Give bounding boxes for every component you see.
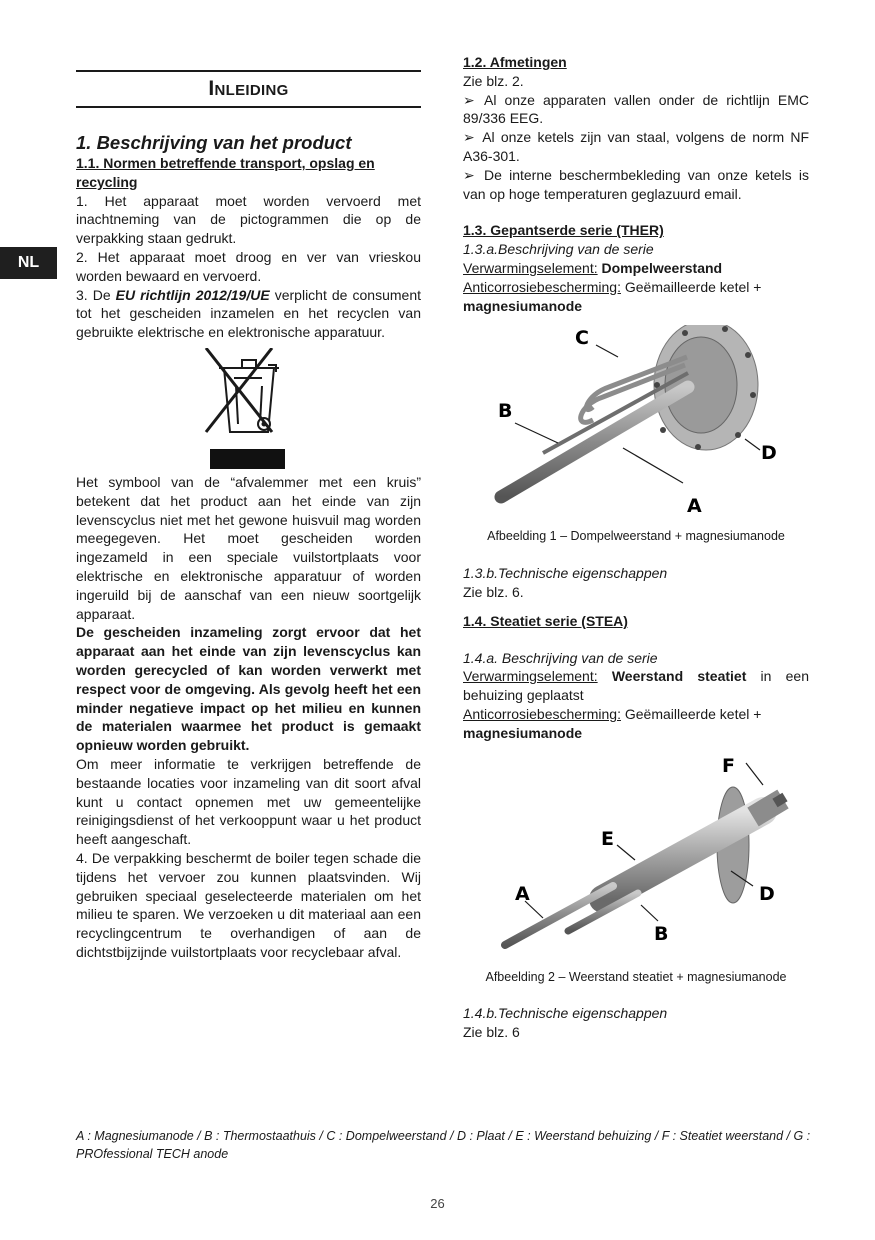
directive-ref: EU richtlijn 2012/19/UE: [115, 286, 270, 303]
stea-tech-title: 1.4.b.Technische eigenschappen: [463, 1005, 668, 1022]
bullet-emc-text: Al onze apparaten vallen onder de richtlijn EMC 89/336 EEG.: [463, 91, 809, 127]
left-column: [76, 64, 421, 962]
symbol-paragraph: Het symbool van de “afvalemmer met een kruis” betekent dat het product aan het einde van zijn levenscyclus niet met het gewone huisvuil mag worden meegegeven. Het moet gescheiden worden ingezameld in een speciale vuilstortplaats voor elektrische en elektronische apparatuur of worden ingeruild bij de aanschaf van een nieuw soortgelijk apparaat.: [76, 473, 421, 622]
fig2-label-b: B: [654, 922, 669, 945]
stea-anti-value: Geëmailleerde ketel +: [620, 705, 762, 722]
figure-2: [463, 753, 809, 968]
ther-title: 1.3. Gepantserde serie (THER): [463, 222, 664, 239]
arrow-icon: ➢: [463, 129, 475, 146]
item-1: 1. Het apparaat moet worden vervoerd met inachtneming van de pictogrammen die op de verpakking staan gedrukt.: [76, 192, 421, 247]
language-tab: NL: [0, 247, 57, 279]
bullet-enamel: [463, 166, 809, 204]
ther-heating: [463, 259, 809, 278]
stea-anticorrosion: [463, 705, 809, 724]
figure-1: [463, 325, 809, 525]
dimensions-title: 1.2. Afmetingen: [463, 54, 567, 70]
chapter-title-box: [76, 70, 421, 108]
fig1-label-c: C: [575, 327, 589, 350]
dimensions-ref: Zie blz. 2.: [463, 72, 524, 89]
bullet-enamel-text: De interne beschermbekleding van onze ketels is van op hoge temperaturen geglazuurd email.: [463, 166, 810, 202]
ther-heating-value: Dompelweerstand: [601, 259, 723, 276]
fig2-label-e: E: [601, 827, 614, 850]
bullet-emc: [463, 91, 809, 129]
arrow-icon: ➢: [463, 91, 475, 108]
ther-anti-value-2: magnesiumanode: [463, 297, 583, 314]
subsection-title: 1.1. Normen betreffende transport, opslag en recycling: [76, 155, 375, 190]
bullet-steel-text: Al onze ketels zijn van staal, volgens de norm NF A36-301.: [463, 129, 809, 164]
legend-footer: A : Magnesiumanode / B : Thermostaathuis / C : Dompelweerstand / D : Plaat / E : Weerstand behuizing / F : Steatiet weerstand / G : PROfessional TECH anode: [76, 1129, 811, 1161]
item-3-pre: 3. De: [76, 286, 116, 303]
bullet-steel: [463, 128, 809, 166]
item-4: 4. De verpakking beschermt de boiler tegen schade die tijdens het vervoer zou kunnen plaatsvinden. Wij gebruiken speciaal geselecteerde materialen om het milieu te sparen. We verzoeken u dit materiaal aan een recyclingcentrum te overhandigen of aan de dichtstbijzijnde vuilstortplaats voor recyclebaar afval.: [76, 849, 421, 960]
arrow-icon: ➢: [463, 166, 475, 183]
stea-heating-label: Verwarmingselement:: [463, 668, 598, 685]
page-number: 26: [430, 1196, 445, 1211]
fig2-label-d: D: [759, 882, 775, 905]
section-title: 1. Beschrijving van het product: [76, 132, 352, 153]
chapter-title: Inleiding: [208, 77, 289, 100]
stea-heating-post: in een behuizing geplaatst: [463, 668, 809, 704]
ther-anti-value: Geëmailleerde ketel +: [620, 278, 762, 295]
fig1-label-b: B: [498, 400, 513, 423]
stea-heating: [463, 667, 809, 705]
ther-anticorrosion: [463, 278, 809, 297]
stea-tech-ref: Zie blz. 6: [463, 1024, 520, 1041]
right-column: [463, 53, 809, 1042]
ther-anti-label: Anticorrosiebescherming:: [463, 278, 621, 295]
stea-anti-label: Anticorrosiebescherming:: [463, 705, 621, 722]
fig2-label-f: F: [722, 754, 735, 777]
stea-subtitle: 1.4.a. Beschrijving van de serie: [463, 649, 658, 666]
item-3: [76, 286, 421, 342]
fig1-label-d: D: [761, 442, 777, 465]
stea-heating-value: Weerstand steatiet: [611, 668, 747, 685]
figure-2-caption: Afbeelding 2 – Weerstand steatiet + magnesiumanode: [485, 969, 787, 984]
ther-subtitle: 1.3.a.Beschrijving van de serie: [463, 241, 654, 258]
figure-1-caption: Afbeelding 1 – Dompelweerstand + magnesiumanode: [487, 529, 785, 544]
collection-paragraph: De gescheiden inzameling zorgt ervoor dat het apparaat aan het einde van zijn levenscyclus kan worden gerecycled of kan worden verwerkt met respect voor de omgeving. Als gevolg heeft het een minder negatieve impact op het milieu en kunnen de materialen waarmee het product is gemaakt opnieuw worden gebruikt.: [76, 624, 421, 754]
steatite-heater-illustration: [463, 753, 809, 968]
item-2: 2. Het apparaat moet droog en ver van vrieskou worden bewaard en vervoerd.: [76, 248, 421, 284]
weee-bar: [210, 449, 285, 469]
info-paragraph: Om meer informatie te verkrijgen betreffende de bestaande locaties voor inzameling van dit soort afval kunt u contact opnemen met uw gemeentelijke reinigingsdienst of het verkooppunt waar u het product heeft aangeschaft.: [76, 755, 421, 848]
ther-heating-label: Verwarmingselement:: [463, 259, 598, 276]
immersion-heater-illustration: [463, 325, 809, 525]
item-3-post: verplicht de consument tot het gescheiden inzamelen en het recyclen van gebruikte elektrische en elektronische apparatuur.: [76, 286, 421, 341]
stea-title: 1.4. Steatiet serie (STEA): [463, 612, 628, 629]
ther-tech-ref: Zie blz. 6.: [463, 583, 524, 600]
fig1-label-a: A: [687, 495, 702, 518]
weee-symbol: [76, 348, 421, 473]
stea-anti-value-2: magnesiumanode: [463, 724, 583, 741]
ther-tech-title: 1.3.b.Technische eigenschappen: [463, 565, 668, 582]
fig2-label-a: A: [515, 882, 530, 905]
